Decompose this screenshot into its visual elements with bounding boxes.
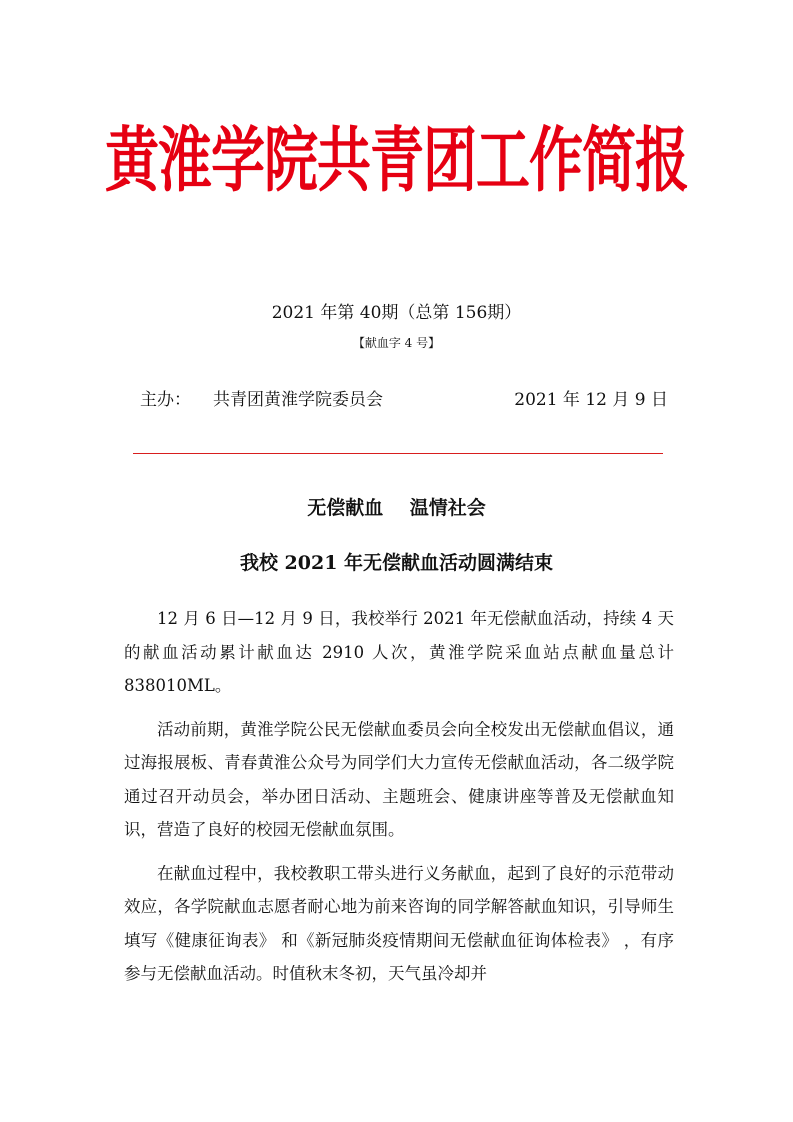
article-body bbox=[124, 602, 674, 1001]
article-paragraph-2: 活动前期，黄淮学院公民无偿献血委员会向全校发出无偿献血倡议，通过海报展板、青春黄淮公众号为同学们大力宣传无偿献血活动，各二级学院通过召开动员会，举办团日活动、主题班会、健康讲座等普及无偿献血知识，营造了良好的校园无偿献血氛围。 bbox=[124, 719, 674, 839]
masthead-title: 黄淮学院共青团工作简报 bbox=[105, 118, 688, 202]
issue-line: 2021 年第 40期（总第 156期） bbox=[271, 303, 522, 323]
publication-date: 2021 年 12 月 9 日 bbox=[514, 390, 668, 410]
article-paragraph-3: 在献血过程中，我校教职工带头进行义务献血，起到了良好的示范带动效应，各学院献血志愿者耐心地为前来咨询的同学解答献血知识，引导师生填写《健康征询表》 和《新冠肺炎疫情期间无偿献血征询体检表》 ，有序参与无偿献血活动。时值秋末冬初，天气虽冷却并 bbox=[124, 863, 674, 983]
document-number: 【献血字 4 号】 bbox=[352, 336, 441, 350]
article-subheadline: 我校 2021 年无偿献血活动圆满结束 bbox=[239, 552, 554, 574]
sponsor-label: 主办： bbox=[140, 390, 191, 410]
masthead-divider bbox=[133, 453, 663, 454]
sponsor-organization: 共青团黄淮学院委员会 bbox=[213, 390, 383, 410]
article-headline: 无偿献血 温情社会 bbox=[307, 497, 486, 519]
article-paragraph-1: 12 月 6 日—12 月 9 日，我校举行 2021 年无偿献血活动，持续 4 天的献血活动累计献血达 2910 人次，黄淮学院采血站点献血量总计 838010ML。 bbox=[124, 609, 674, 695]
